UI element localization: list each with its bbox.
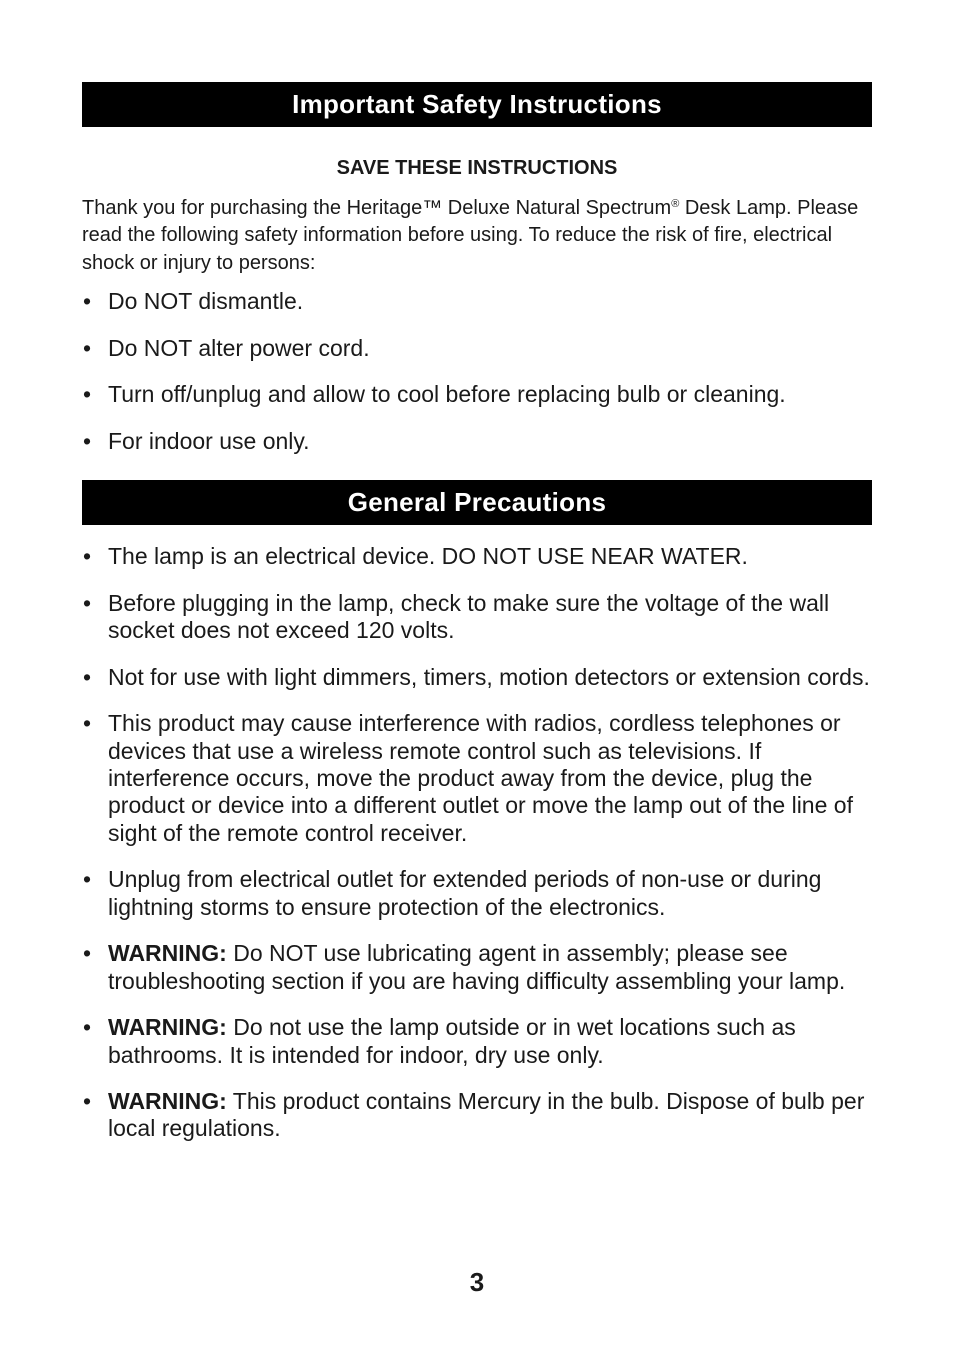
warning-item <box>82 940 877 995</box>
list-item: • Before plugging in the lamp, check to make sure the voltage of the wall socket does not exceed 120 volts. <box>82 590 877 645</box>
intro-paragraph <box>82 195 872 277</box>
warning-item <box>82 1088 877 1143</box>
warning-label: WARNING: <box>108 1014 227 1041</box>
warning-item <box>82 1014 877 1069</box>
list-item: • Not for use with light dimmers, timers, motion detectors or extension cords. <box>82 664 877 691</box>
section-title-precautions: General Precautions <box>82 480 872 525</box>
list-item: • Do NOT alter power cord. <box>82 335 877 362</box>
warning-text: Do not use the lamp outside or in wet locations such as bathrooms. It is intended for indoor, dry use only. <box>108 1014 796 1068</box>
precautions-list <box>82 543 877 1162</box>
warning-label: WARNING: <box>108 940 227 967</box>
list-item: • For indoor use only. <box>82 428 877 455</box>
warning-label: WARNING: <box>108 1088 227 1115</box>
intro-text-1: Thank you for purchasing the Heritage™ Deluxe Natural Spectrum <box>82 197 672 219</box>
warning-text: Do NOT use lubricating agent in assembly; please see troubleshooting section if you are having difficulty assembling your lamp. <box>108 940 846 994</box>
list-item: • Turn off/unplug and allow to cool before replacing bulb or cleaning. <box>82 381 877 408</box>
list-item: • Unplug from electrical outlet for extended periods of non-use or during lightning storms to ensure protection of the electronics. <box>82 866 877 921</box>
list-item: • This product may cause interference with radios, cordless telephones or devices that use a wireless remote control such as televisions. If interference occurs, move the product away from the device, plug the product or device into a different outlet or move the lamp out of the line of sight of the remote control receiver. <box>82 710 877 846</box>
intro-text-2: Desk Lamp. Please read the following safety information before using. To reduce the risk of fire, electrical shock or injury to persons: <box>82 197 859 274</box>
list-item: • Do NOT dismantle. <box>82 288 877 315</box>
page-number: 3 <box>469 1267 485 1297</box>
registered-mark: ® <box>671 198 680 210</box>
list-item: • The lamp is an electrical device. DO NOT USE NEAR WATER. <box>82 543 877 570</box>
safety-list <box>82 288 877 475</box>
save-instructions-heading: SAVE THESE INSTRUCTIONS <box>336 157 618 179</box>
section-title-safety: Important Safety Instructions <box>82 82 872 127</box>
warning-text: This product contains Mercury in the bulb. Dispose of bulb per local regulations. <box>108 1088 865 1142</box>
